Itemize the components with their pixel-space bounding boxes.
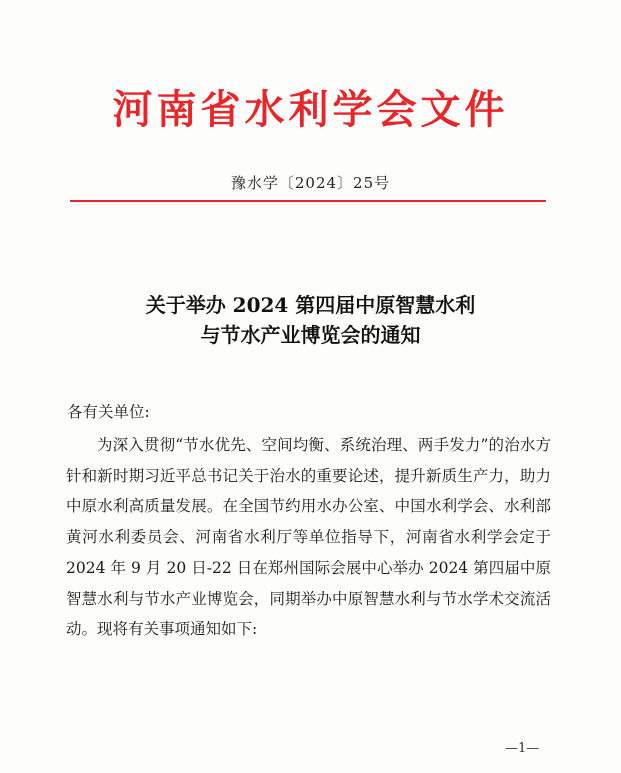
body-paragraph: 为深入贯彻“节水优先、空间均衡、系统治理、两手发力”的治水方针和新时期习近平总书记关于治水的重要论述，提升新质生产力，助力中原水利高质量发展。在全国节约用水办公室、中国水利学会、水利部黄河水利委员会、河南省水利厅等单位指导下，河南省水利学会定于 2024 年 9 月 20 日-22 日在郑州国际会展中心举办 2024 第四届中原智慧水利与节水产业博览会，同期举办中原智慧水利与节水学术交流活动。现将有关事项通知如下:: [66, 436, 551, 639]
page-number: —1—: [505, 741, 540, 756]
document-number: 豫水学〔2024〕25号: [230, 174, 391, 192]
notice-title-line-1: 关于举办 2024 第四届中原智慧水利: [145, 293, 476, 317]
org-header-title: 河南省水利学会文件: [112, 86, 509, 133]
notice-title: [0, 290, 621, 350]
notice-title-line-2: 与节水产业博览会的通知: [200, 323, 421, 347]
salutation: 各有关单位:: [67, 403, 150, 421]
red-divider-line: [70, 200, 546, 202]
